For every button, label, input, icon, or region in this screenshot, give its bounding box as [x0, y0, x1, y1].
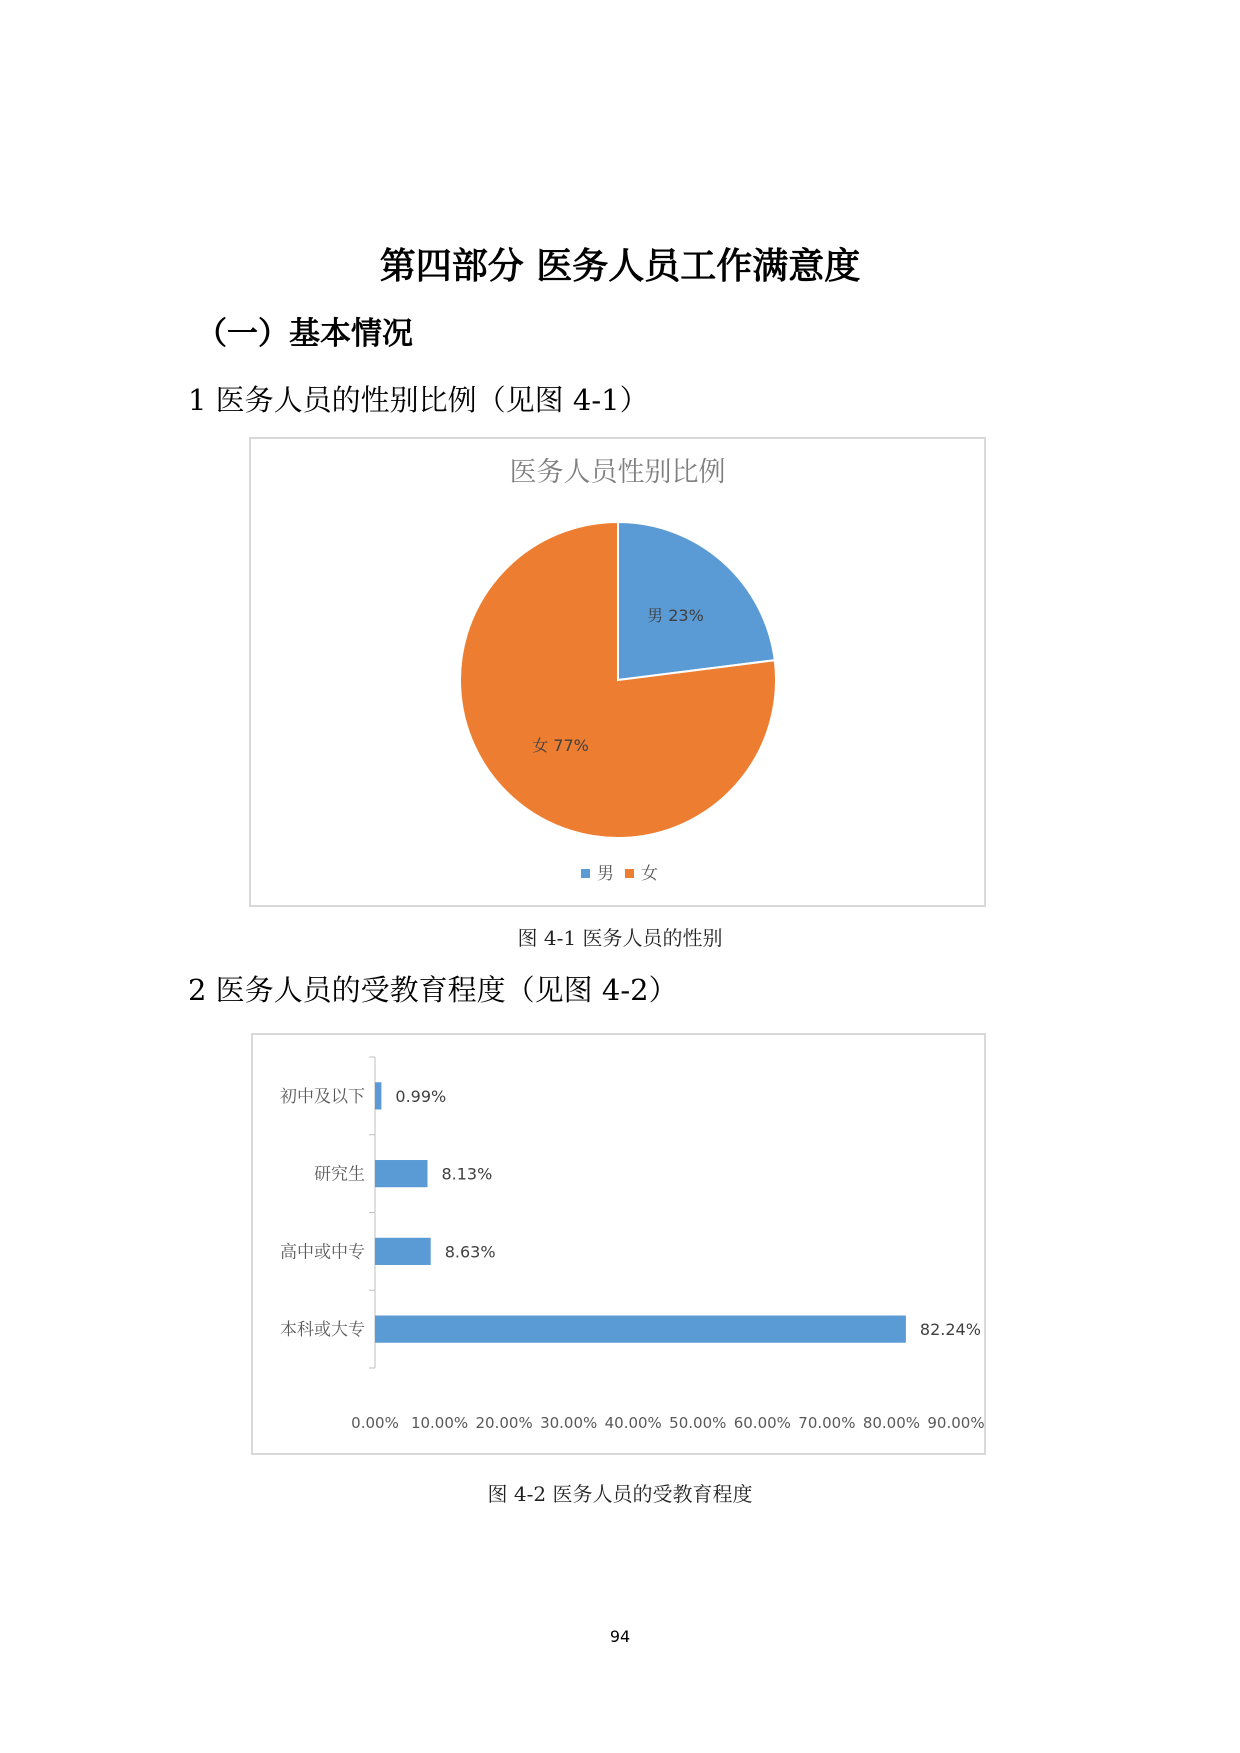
figure-caption-4-1: 图 4-1 医务人员的性别: [517, 926, 723, 950]
x-tick-label: 20.00%: [475, 1414, 533, 1432]
x-tick-label: 40.00%: [604, 1414, 662, 1432]
x-tick-label: 10.00%: [410, 1414, 469, 1432]
x-tick-label: 0.00%: [351, 1414, 399, 1432]
pie-chart-title: 医务人员性别比例: [509, 457, 726, 488]
education-bar-svg: [253, 1035, 984, 1453]
pie-data-label: 男 23%: [647, 605, 704, 625]
section-heading: （一）基本情况: [196, 316, 413, 352]
bar-data-label: 8.13%: [441, 1164, 493, 1184]
x-tick-label: 30.00%: [540, 1414, 598, 1432]
bar-data-label: 82.24%: [919, 1320, 981, 1340]
legend-swatch: [581, 869, 590, 878]
bar: [375, 1082, 381, 1109]
gender-pie-svg: [251, 439, 984, 905]
education-bar-chart: [251, 1033, 986, 1455]
pie-slice-male: [618, 522, 775, 680]
legend-label: 女: [641, 864, 658, 884]
legend-swatch: [625, 869, 634, 878]
x-tick-label: 60.00%: [733, 1414, 791, 1432]
x-tick-label: 80.00%: [862, 1414, 921, 1432]
bar-data-label: 8.63%: [444, 1242, 496, 1262]
bar: [375, 1238, 431, 1265]
subheading-gender: 1 医务人员的性别比例（见图 4-1）: [188, 383, 649, 417]
bar-data-label: 0.99%: [395, 1086, 447, 1106]
x-tick-label: 70.00%: [798, 1414, 856, 1432]
part-title: 第四部分 医务人员工作满意度: [379, 246, 861, 287]
category-label: 本科或大专: [280, 1320, 365, 1341]
category-label: 高中或中专: [280, 1242, 365, 1263]
subheading-education: 2 医务人员的受教育程度（见图 4-2）: [188, 973, 678, 1007]
pie-data-label: 女 77%: [532, 736, 589, 756]
page-number: 94: [609, 1627, 631, 1646]
bar: [375, 1316, 906, 1343]
legend-label: 男: [597, 864, 614, 884]
x-tick-label: 90.00%: [927, 1414, 984, 1432]
category-label: 初中及以下: [280, 1086, 365, 1107]
x-tick-label: 50.00%: [669, 1414, 727, 1432]
bar: [375, 1160, 427, 1187]
figure-caption-4-2: 图 4-2 医务人员的受教育程度: [487, 1482, 753, 1506]
category-label: 研究生: [314, 1164, 365, 1185]
gender-pie-chart: [249, 437, 986, 907]
